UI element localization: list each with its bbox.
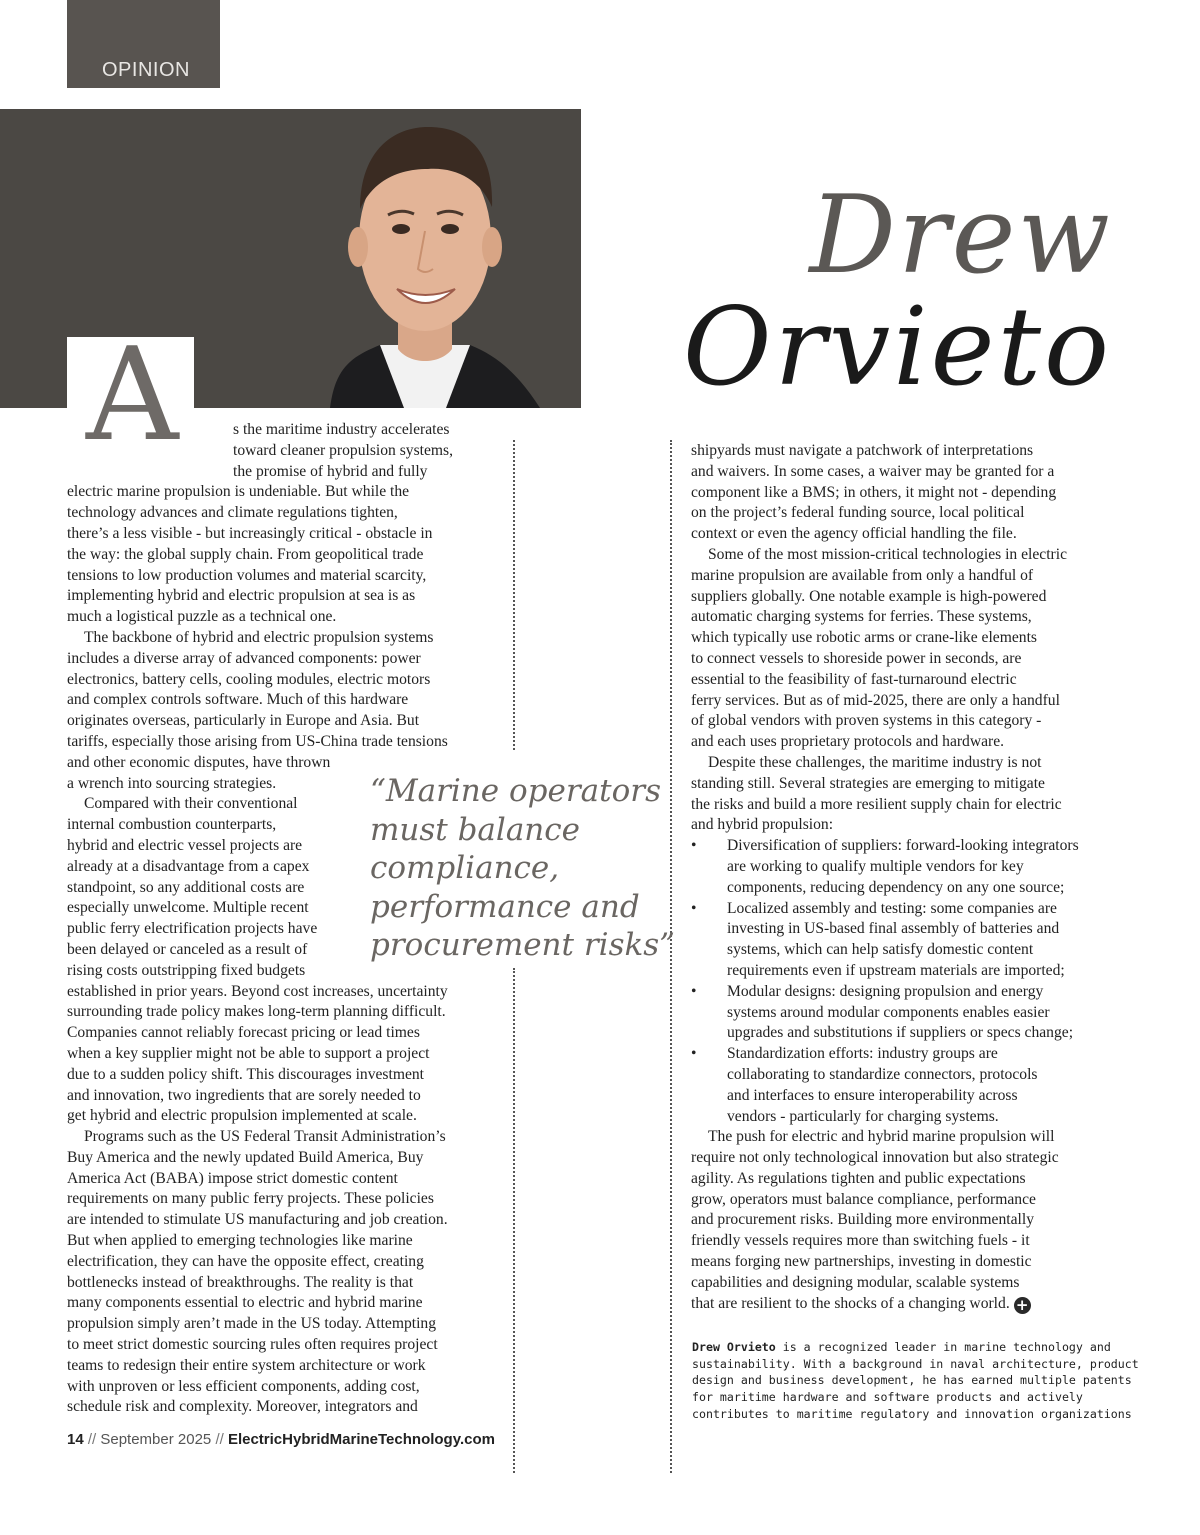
text-line: the promise of hybrid and fully	[233, 462, 428, 480]
text-line: with unproven or less efficient components, adding cost,	[67, 1377, 420, 1395]
text-line: design and business development, he has earned multiple patents	[692, 1373, 1132, 1388]
text-line: when a key supplier might not be able to support a project	[67, 1044, 430, 1062]
text-line: electrification, they can have the opposite effect, creating	[67, 1252, 424, 1270]
author-name-heading	[682, 173, 1112, 410]
text-line: The backbone of hybrid and electric propulsion systems	[84, 628, 434, 646]
text-line: due to a sudden policy shift. This discourages investment	[67, 1065, 425, 1083]
text-line: internal combustion counterparts,	[67, 816, 277, 834]
text-line: investing in US-based final assembly of batteries and	[727, 920, 1060, 938]
text-line: of global vendors with proven systems in this category -	[691, 712, 1042, 730]
paragraph	[691, 1127, 1131, 1314]
text-line: the way: the global supply chain. From geopolitical trade	[67, 545, 424, 563]
pull-quote-line: “Marine operators	[370, 773, 661, 809]
section-tab	[67, 0, 220, 88]
text-line-last	[691, 1294, 1131, 1315]
text-line: Some of the most mission-critical technologies in electric	[708, 545, 1067, 563]
text-line: s the maritime industry accelerates	[233, 421, 450, 438]
bullet-icon: •	[691, 837, 697, 855]
text-line: Localized assembly and testing: some companies are	[727, 899, 1057, 917]
text-line: standpoint, so any additional costs are	[67, 878, 305, 896]
pull-quote-line: performance and	[370, 888, 640, 925]
text-line: much a logistical puzzle as a technical one.	[67, 608, 337, 626]
text-line: Diversification of suppliers: forward-looking integrators	[727, 837, 1079, 855]
text-line: components, reducing dependency on any one source;	[727, 878, 1065, 896]
text-line: public ferry electrification projects have	[67, 920, 318, 938]
text-line: for maritime hardware and software products and actively	[692, 1390, 1083, 1405]
text-line: require not only technological innovation but also strategic	[691, 1149, 1059, 1167]
text-line: shipyards must navigate a patchwork of interpretations	[691, 442, 1034, 459]
page-footer	[67, 1431, 495, 1448]
text-line: a wrench into sourcing strategies.	[67, 774, 277, 792]
text-line: and hybrid propulsion:	[691, 816, 834, 834]
end-mark-icon: +	[1014, 1297, 1031, 1314]
text-line: the risks and build a more resilient supply chain for electric	[691, 795, 1062, 813]
text-line: propulsion simply aren’t made in the US today. Attempting	[67, 1315, 437, 1333]
bullet-icon: •	[691, 982, 697, 1000]
text-line: upgrades and substitutions if suppliers or specs change;	[727, 1024, 1074, 1042]
text-line: collaborating to standardize connectors, protocols	[727, 1065, 1038, 1083]
paragraph	[67, 628, 497, 794]
author-bio	[692, 1339, 1139, 1423]
text-line: to meet strict domestic sourcing rules often requires project	[67, 1336, 438, 1354]
text-line: sustainability. With a background in naval architecture, product	[692, 1356, 1139, 1371]
text-line: systems around modular components enables easier	[727, 1003, 1050, 1021]
pull-quote	[370, 772, 676, 965]
text-line: marine propulsion are available from only a handful of	[691, 566, 1034, 584]
paragraph	[67, 1127, 497, 1418]
pull-quote-line: must balance	[370, 811, 580, 848]
text-line: technology advances and climate regulations tighten,	[67, 504, 398, 522]
text-line: rising costs outstripping fixed budgets	[67, 961, 306, 979]
author-last-name: Orvieto	[682, 285, 1112, 410]
text-line: on the project’s federal funding source, local political	[691, 504, 1025, 522]
text-line: and complex controls software. Much of this hardware	[67, 691, 409, 709]
text-line: electric marine propulsion is undeniable. But while the	[67, 483, 410, 501]
text-line: essential to the feasibility of fast-turnaround electric	[691, 670, 1017, 688]
paragraph	[691, 545, 1131, 753]
page-number: 14	[67, 1431, 84, 1448]
text-line: tariffs, especially those arising from US-China trade tensions	[67, 732, 448, 750]
footer-separator: //	[83, 1431, 101, 1448]
text-line: Despite these challenges, the maritime industry is not	[708, 753, 1042, 771]
text-line: But when applied to emerging technologies like marine	[67, 1232, 413, 1250]
drop-cap: A	[86, 321, 179, 470]
text-line: friendly vessels requires more than switching fuels - it	[691, 1232, 1030, 1250]
text-line: surrounding trade policy makes long-term planning difficult.	[67, 1003, 446, 1021]
text-line: implementing hybrid and electric propulsion at sea is as	[67, 587, 416, 605]
text-line: toward cleaner propulsion systems,	[233, 441, 453, 459]
text-line: capabilities and designing modular, scalable systems	[691, 1273, 1020, 1291]
bio-first-line	[692, 1339, 1132, 1356]
text-line: Compared with their conventional	[84, 795, 298, 813]
strategy-list	[691, 836, 1131, 1127]
text-line: hybrid and electric vessel projects are	[67, 836, 303, 854]
text-line: contributes to maritime regulatory and innovation organizations	[692, 1406, 1132, 1421]
list-item	[691, 836, 1131, 898]
column-divider	[513, 968, 515, 1473]
text-line: vendors - particularly for charging systems.	[727, 1107, 999, 1125]
text-line: been delayed or canceled as a result of	[67, 940, 308, 958]
text-line: ferry services. But as of mid-2025, there are only a handful	[691, 691, 1060, 709]
text-line: are intended to stimulate US manufacturing and job creation.	[67, 1211, 448, 1229]
list-item	[691, 899, 1131, 982]
text-line: teams to redesign their entire system architecture or work	[67, 1356, 426, 1374]
list-item	[691, 982, 1131, 1044]
text-line: suppliers globally. One notable example is high-powered	[691, 587, 1047, 605]
text-line: is a recognized leader in marine technology and	[775, 1340, 1111, 1354]
text-line: especially unwelcome. Multiple recent	[67, 899, 309, 917]
text-line: automatic charging systems for ferries. These systems,	[691, 608, 1032, 626]
text-line: and procurement risks. Building more environmentally	[691, 1211, 1034, 1229]
text-line: get hybrid and electric propulsion implemented at scale.	[67, 1107, 417, 1125]
text-line: and interfaces to ensure interoperability across	[727, 1086, 1018, 1104]
text-line: means forging new partnerships, investing in domestic	[691, 1253, 1032, 1271]
text-line: requirements on many public ferry projects. These policies	[67, 1190, 434, 1208]
text-line: systems, which can help satisfy domestic content	[727, 941, 1034, 959]
text-line: that are resilient to the shocks of a changing world.	[691, 1294, 1010, 1312]
text-line: bottlenecks instead of breakthroughs. The reality is that	[67, 1273, 414, 1291]
pull-quote-line: compliance,	[370, 850, 560, 886]
section-label: OPINION	[102, 59, 190, 81]
author-first-name: Drew	[809, 173, 1112, 298]
text-line: context or even the agency official handling the file.	[691, 525, 1017, 543]
website-link[interactable]: ElectricHybridMarineTechnology.com	[227, 1431, 495, 1448]
list-item	[691, 1044, 1131, 1127]
text-line: tensions to low production volumes and material scarcity,	[67, 566, 427, 584]
bullet-icon: •	[691, 899, 697, 917]
footer-separator: //	[211, 1431, 228, 1448]
bullet-icon: •	[691, 1045, 697, 1063]
text-line: grow, operators must balance compliance, performance	[691, 1190, 1036, 1208]
text-line: electronics, battery cells, cooling modules, electric motors	[67, 670, 431, 688]
text-line: Programs such as the US Federal Transit Administration’s	[84, 1128, 446, 1146]
text-line: and innovation, two ingredients that are sorely needed to	[67, 1086, 421, 1104]
text-line: component like a BMS; in others, it might not - depending	[691, 483, 1057, 501]
bio-name: Drew Orvieto	[692, 1340, 776, 1354]
paragraph	[67, 420, 497, 628]
text-line: there’s a less visible - but increasingly critical - obstacle in	[67, 524, 433, 542]
text-line: America Act (BABA) impose strict domestic content	[67, 1169, 398, 1187]
paragraph	[691, 753, 1131, 836]
text-line: Modular designs: designing propulsion and energy	[727, 982, 1044, 1000]
text-line: requirements even if upstream materials are imported;	[727, 961, 1065, 979]
text-line: and each uses proprietary protocols and hardware.	[691, 733, 1005, 751]
text-line: agility. As regulations tighten and public expectations	[691, 1169, 1026, 1187]
column-divider	[513, 440, 515, 750]
text-line: are working to qualify multiple vendors for key	[727, 857, 1024, 875]
text-line: schedule risk and complexity. Moreover, integrators and	[67, 1398, 418, 1416]
right-column	[691, 441, 1131, 1314]
text-line: Companies cannot reliably forecast pricing or lead times	[67, 1024, 420, 1042]
paragraph	[691, 441, 1131, 545]
text-line: standing still. Several strategies are emerging to mitigate	[691, 774, 1045, 792]
text-line: which typically use robotic arms or crane-like elements	[691, 629, 1037, 647]
text-line: includes a diverse array of advanced components: power	[67, 649, 421, 667]
text-line: and other economic disputes, have thrown	[67, 753, 331, 771]
text-line: established in prior years. Beyond cost increases, uncertainty	[67, 982, 448, 1000]
text-line: and waivers. In some cases, a waiver may be granted for a	[691, 462, 1055, 480]
text-line: already at a disadvantage from a capex	[67, 857, 310, 875]
text-line: originates overseas, particularly in Europe and Asia. But	[67, 712, 420, 730]
text-line: to connect vessels to shoreside power in seconds, are	[691, 649, 1022, 667]
text-line: The push for electric and hybrid marine propulsion will	[708, 1128, 1055, 1146]
issue-date: September 2025	[100, 1431, 212, 1448]
text-line: many components essential to electric and hybrid marine	[67, 1294, 423, 1312]
text-line: Standardization efforts: industry groups are	[727, 1045, 998, 1063]
pull-quote-line: procurement risks”	[370, 927, 676, 963]
text-line: Buy America and the newly updated Build America, Buy	[67, 1148, 424, 1166]
